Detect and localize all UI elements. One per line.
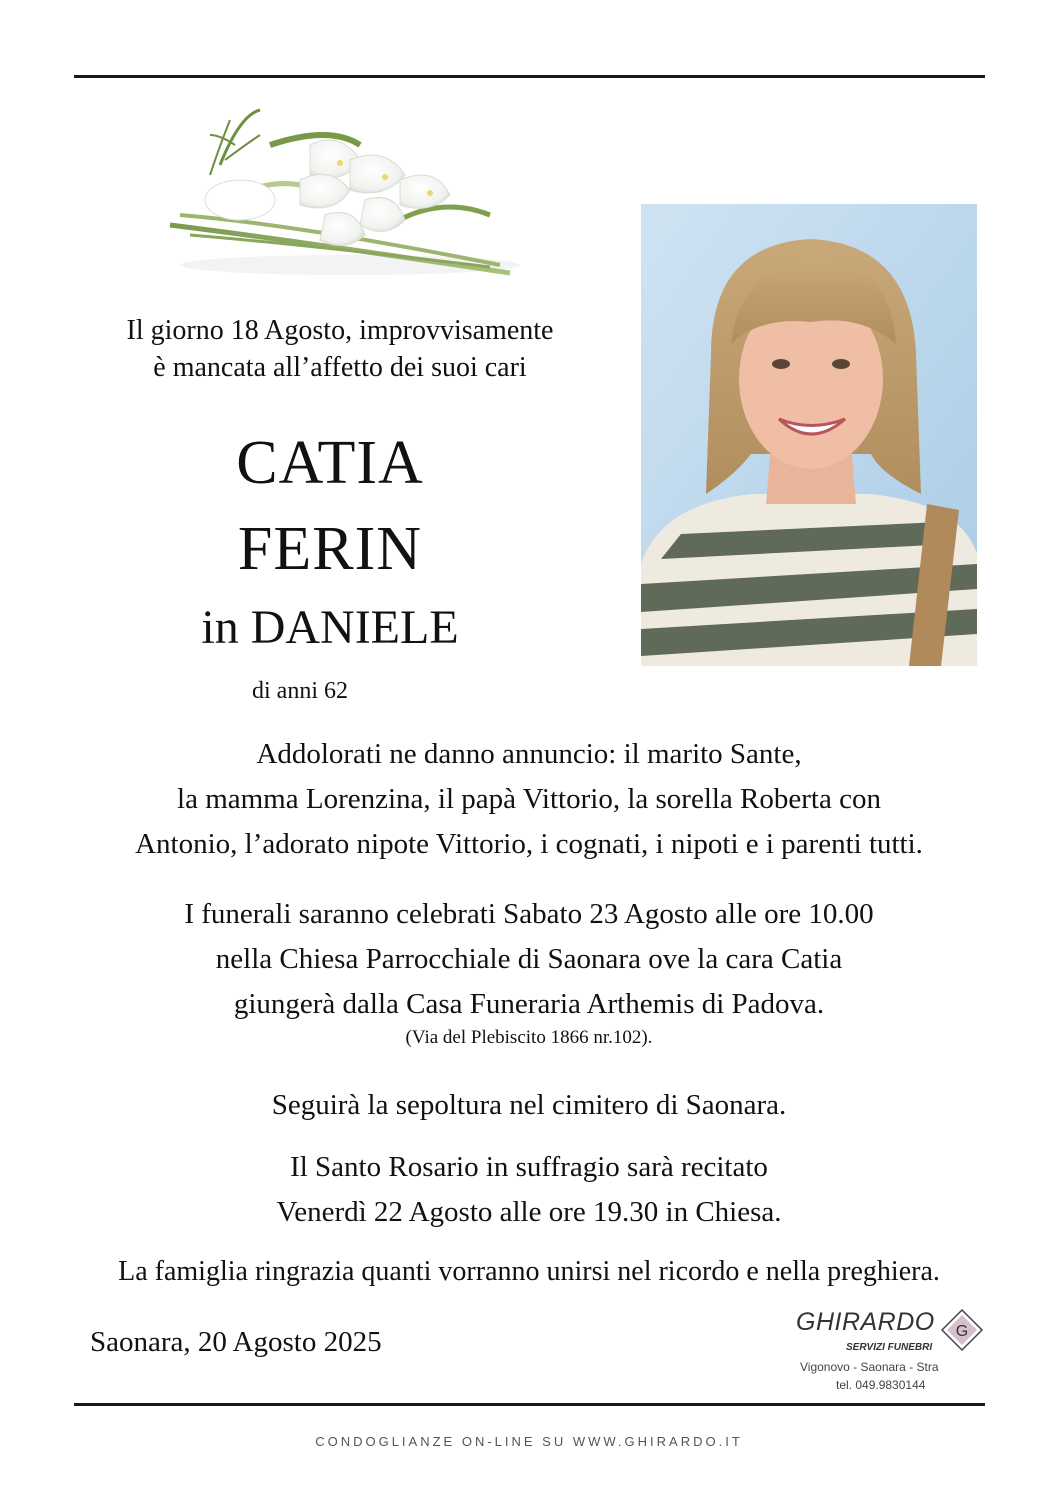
funeral-text: [40, 892, 1018, 1027]
deceased-first-name: CATIA: [236, 429, 424, 497]
announcement-text: [40, 732, 1018, 867]
calla-lily-bouquet-image: [150, 105, 520, 285]
portrait-photo: [641, 204, 977, 666]
place-date: Saonara, 20 Agosto 2025: [90, 1326, 382, 1358]
intro-line-2: è mancata all’affetto dei suoi cari: [153, 352, 527, 383]
deceased-last-name: FERIN: [237, 515, 423, 583]
footer-website-text[interactable]: CONDOGLIANZE ON-LINE SU WWW.GHIRARDO.IT: [315, 1434, 743, 1449]
logo-name: GHIRARDO: [796, 1308, 935, 1336]
intro-text: [60, 312, 620, 386]
intro-line-1: Il giorno 18 Agosto, improvvisamente: [126, 315, 554, 346]
burial-text: Seguirà la sepoltura nel cimitero di Saonara.: [271, 1089, 787, 1121]
funeral-line-2: nella Chiesa Parrocchiale di Saonara ove la cara Catia: [215, 943, 843, 975]
top-rule: [74, 75, 985, 78]
funeral-line-3: giungerà dalla Casa Funeraria Arthemis di Padova.: [233, 988, 825, 1020]
deceased-age: di anni 62: [252, 678, 348, 704]
logo-subtitle: SERVIZI FUNEBRI: [846, 1342, 933, 1353]
funeral-home-address: (Via del Plebiscito 1866 nr.102).: [405, 1027, 653, 1048]
announcement-line-3: Antonio, l’adorato nipote Vittorio, i cognati, i nipoti e i parenti tutti.: [135, 828, 923, 860]
diamond-g-icon: [940, 1308, 984, 1352]
thanks-text: La famiglia ringrazia quanti vorranno unirsi nel ricordo e nella preghiera.: [118, 1256, 940, 1287]
logo-mark-letter: G: [955, 1323, 969, 1340]
funeral-line-1: I funerali saranno celebrati Sabato 23 Agosto alle ore 10.00: [184, 898, 874, 930]
logo-locations: Vigonovo - Saonara - Stra: [800, 1360, 939, 1374]
announcement-line-1: Addolorati ne danno annuncio: il marito Sante,: [256, 738, 802, 770]
deceased-married-name: in DANIELE: [201, 601, 459, 654]
bottom-rule: [74, 1403, 985, 1406]
logo-phone: tel. 049.9830144: [836, 1378, 926, 1392]
rosary-line-2: Venerdì 22 Agosto alle ore 19.30 in Chiesa.: [276, 1196, 782, 1228]
rosary-line-1: Il Santo Rosario in suffragio sarà recitato: [290, 1151, 768, 1183]
rosary-text: [40, 1145, 1018, 1235]
funeral-home-logo: [778, 1302, 988, 1398]
announcement-line-2: la mamma Lorenzina, il papà Vittorio, la sorella Roberta con: [177, 783, 881, 815]
